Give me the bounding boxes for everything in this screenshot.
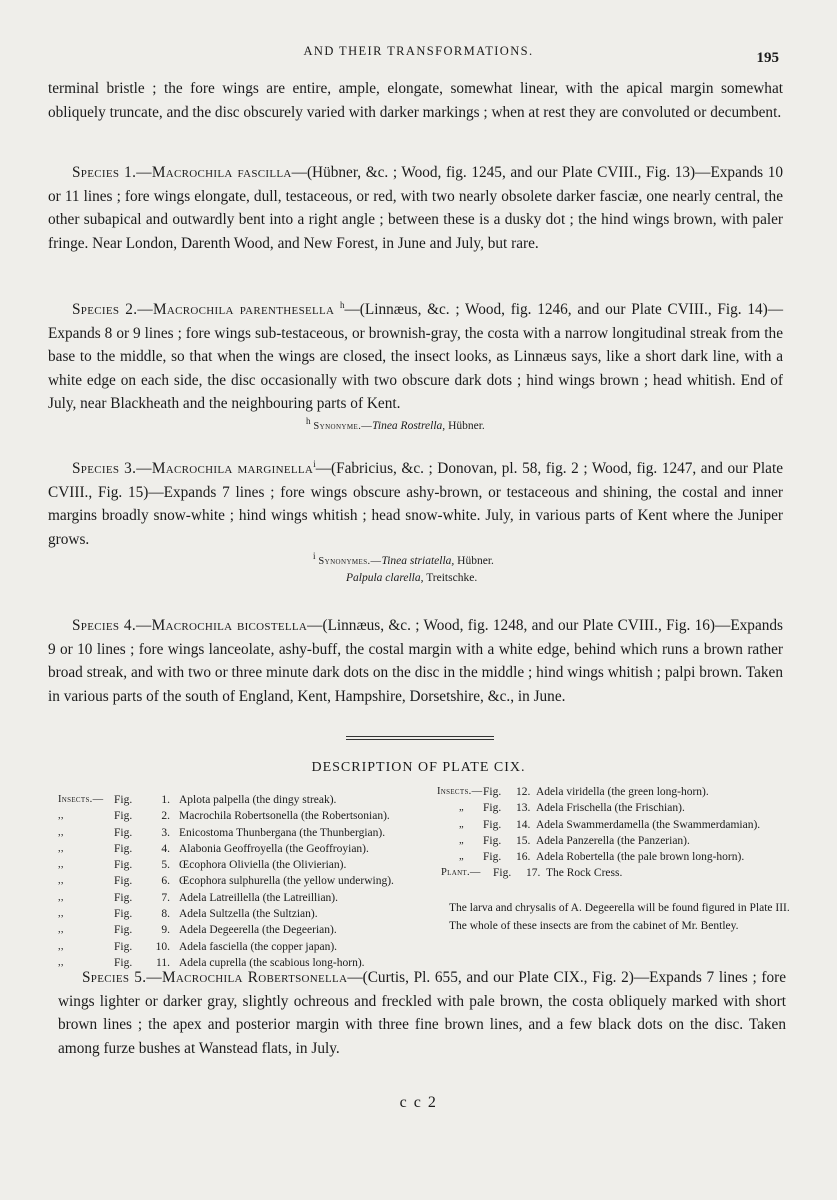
footnote-i-mark: i [313, 551, 316, 562]
plate-row-fig: Fig. [114, 794, 133, 806]
plate-row-label: „ [459, 851, 464, 863]
species-5-label: Species 5.— [82, 969, 162, 986]
species-3-text: —(Fabricius, &c. ; Donovan, pl. 58, fig. 2 ; Wood, fig. 1247, and our Plate CVIII., Fig. 15)—Expands 7 lines ; fore wings obscure ashy-brown, or testaceous and shining, the costal and inner margins broadly snow-white ; hind wings whitish ; head snow-white. July, in various parts of Kent where the Juniper grows. [48, 460, 784, 548]
plate-row-fig: Fig. [114, 956, 133, 969]
footnote-i-label: Synonymes.— [318, 556, 382, 567]
species-1-paragraph [48, 161, 783, 255]
plate-row-description: Adela fasciella (the copper japan). [179, 940, 338, 953]
species-1-text: —(Hübner, &c. ; Wood, fig. 1245, and our Plate CVIII., Fig. 13)—Expands 10 or 11 lines ; fore wings elongate, dull, testaceous, or red, with two nearly obsolete darker fasciæ, one nearly central, the other subapical and outwardly bent into a right angle ; between these is a dusky dot ; the hind wings brown, with paler fringe. Near London, Darenth Wood, and New Forest, in June and July, but rare. [48, 164, 783, 252]
plate-row-label: ,, [58, 924, 64, 936]
footnote-h-label: Synonyme.— [313, 420, 373, 432]
footnote-i-name-2: Palpula clarella, [346, 572, 424, 584]
plate-row-description: Adela Degeerella (the Degeerian). [179, 924, 337, 937]
plate-row-label: „ [459, 802, 464, 814]
plate-row-label: ,, [58, 859, 64, 871]
footnote-mark-i: i [313, 458, 316, 469]
plate-row-description: Adela Frischella (the Frischian). [536, 802, 685, 815]
plate-row-label: ,, [58, 908, 64, 920]
species-5-entry [58, 966, 786, 1060]
plate-note-cabinet: The whole of these insects are from the cabinet of Mr. Bentley. [449, 919, 739, 932]
species-2-label: Species 2.— [72, 301, 153, 318]
plate-row-label: ,, [58, 826, 64, 838]
species-3-name: Macrochila marginella [151, 460, 314, 477]
plate-row-fig: Fig. [114, 891, 133, 904]
plate-row-description: Aplota palpella (the dingy streak). [179, 794, 337, 806]
plate-row-description: Alabonia Geoffroyella (the Geoffroyian). [179, 842, 369, 855]
species-3-paragraph [48, 457, 783, 551]
intro-paragraph: terminal bristle ; the fore wings are entire, ample, elongate, somewhat linear, with the apical margin somewhat obliquely truncate, and the disc obscurely varied with darker markings ; when at rest they are convoluted or decumbent. [48, 80, 783, 121]
footnote-i-name-1: Tinea striatella, [381, 555, 455, 567]
plate-row-number: 8. [161, 908, 170, 921]
plate-row-label: Insects.— [58, 794, 104, 805]
plate-row-label: ,, [58, 956, 64, 968]
plate-row-label: Plant.— [441, 867, 481, 879]
plate-row-label: ,, [58, 940, 64, 952]
signature-mark: c c 2 [399, 1094, 438, 1111]
plate-row-number: 1. [161, 794, 170, 806]
plate-row-fig: Fig. [114, 810, 133, 823]
plate-row-description: Adela Latreillella (the Latreillian). [179, 891, 339, 904]
species-4-name: Macrochila bicostella [151, 617, 308, 634]
plate-row-label: ,, [58, 842, 64, 854]
plate-row-label: ,, [58, 891, 64, 903]
plate-row-description: Œcophora sulphurella (the yellow underwing). [179, 875, 394, 888]
plate-row-description: Macrochila Robertsonella (the Robertsonian). [179, 810, 390, 823]
plate-row-fig: Fig. [483, 786, 502, 798]
species-4-text: —(Linnæus, &c. ; Wood, fig. 1248, and our Plate CVIII., Fig. 16)—Expands 9 or 10 lines ; fore wings lanceolate, ashy-buff, the costal margin with a white edge, behind which runs a brown rather broad streak, and with two or three minute dark dots on the disc in the middle ; hind wings whitish ; palpi brown. Taken in various parts of the south of England, Kent, Hampshire, Dorsetshire, &c., in June. [48, 617, 783, 705]
species-3-label: Species 3.— [72, 460, 152, 477]
plate-row-description: Adela Robertella (the pale brown long-horn). [536, 851, 745, 864]
plate-row [58, 808, 418, 824]
plate-row-fig: Fig. [483, 834, 502, 847]
plate-row-description: Adela viridella (the green long-horn). [536, 786, 709, 798]
plate-row-fig: Fig. [114, 924, 133, 937]
plate-row [58, 841, 418, 857]
plate-row [437, 800, 797, 816]
page-number: 195 [756, 50, 779, 66]
plate-row [58, 890, 418, 906]
footnote-i-line-2 [48, 570, 783, 586]
footnote-i-line-1 [48, 553, 783, 570]
plate-row-label: ,, [58, 810, 64, 822]
plate-row [437, 817, 797, 833]
plate-row [437, 849, 797, 865]
plate-row-number: 5. [161, 859, 170, 872]
plate-row-fig: Fig. [483, 851, 502, 864]
plate-row [437, 784, 797, 800]
plate-row-fig: Fig. [483, 818, 502, 831]
plate-row-label: Insects.— [437, 786, 483, 797]
plate-row-fig: Fig. [493, 867, 512, 880]
plate-row-fig: Fig. [114, 940, 133, 953]
plate-row-label: „ [459, 818, 464, 830]
plate-row-fig: Fig. [114, 859, 133, 872]
plate-row [58, 939, 418, 955]
plate-row-number: 11. [156, 956, 170, 969]
plate-row [437, 833, 797, 849]
plate-title: DESCRIPTION OF PLATE CIX. [311, 760, 526, 775]
species-4-paragraph [48, 614, 783, 708]
species-5-text: —(Curtis, Pl. 655, and our Plate CIX., Fig. 2)—Expands 7 lines ; fore wings lighter or darker gray, slightly ochreous and freckled with pale brown, the costa obliquely marked with short brown lines ; the apex and posterior margin with three fine brown lines, and a few black dots on the disc. Taken among furze bushes at Wanstead flats, in July. [58, 969, 787, 1057]
species-2-entry [48, 298, 783, 435]
plate-row-number: 12. [516, 786, 531, 798]
species-1-name: Macrochila fascilla [151, 164, 292, 181]
running-head: AND THEIR TRANSFORMATIONS. [303, 44, 534, 58]
plate-row-number: 2. [161, 810, 170, 823]
plate-row [58, 922, 418, 938]
plate-row-description: Adela cuprella (the scabious long-horn). [179, 956, 365, 969]
plate-list-left [58, 792, 418, 971]
plate-row-fig: Fig. [114, 908, 133, 921]
plate-row-fig: Fig. [114, 842, 133, 855]
plate-row [58, 857, 418, 873]
species-5-name: Macrochila Robertsonella [161, 969, 348, 986]
plate-row-number: 17. [526, 867, 541, 880]
species-2-paragraph [48, 298, 783, 416]
plate-row-fig: Fig. [114, 875, 133, 888]
plate-row-number: 10. [155, 940, 170, 953]
plate-row-description: The Rock Cress. [546, 867, 623, 880]
species-1-label: Species 1.— [72, 164, 152, 181]
footnote-mark-h: h [340, 299, 345, 310]
plate-row-description: Adela Swammerdamella (the Swammerdamian). [536, 818, 761, 831]
plate-row [58, 873, 418, 889]
plate-row-description: Adela Panzerella (the Panzerian). [536, 834, 690, 847]
plate-note-larva: The larva and chrysalis of A. Degeerella will be found figured in Plate III. [449, 901, 790, 914]
plate-row-number: 4. [161, 842, 170, 855]
footnote-h-name: Tinea Rostrella, [372, 419, 446, 432]
plate-row [58, 906, 418, 922]
plate-row-label: ,, [58, 875, 64, 887]
plate-row-number: 14. [516, 818, 531, 831]
plate-row [58, 792, 418, 808]
species-4-label: Species 4.— [72, 617, 152, 634]
plate-row-number: 3. [161, 826, 170, 839]
plate-row-fig: Fig. [483, 802, 502, 815]
plate-list-right [437, 784, 797, 934]
plate-row-description: Enicostoma Thunbergana (the Thunbergian). [179, 826, 386, 839]
plate-row-label: „ [459, 834, 464, 846]
plate-row-description: Adela Sultzella (the Sultzian). [179, 908, 318, 921]
species-2-name: Macrochila parenthesella [152, 301, 335, 318]
plate-row-number: 15. [516, 834, 531, 847]
plate-row-number: 9. [161, 924, 170, 937]
footnote-i-author-1: Hübner. [457, 555, 494, 567]
species-1-entry [48, 161, 783, 255]
species-3-entry [48, 457, 783, 586]
plate-row-number: 16. [516, 851, 531, 864]
footnote-h-author: Hübner. [448, 419, 485, 432]
plate-row-number: 6. [161, 875, 170, 888]
species-2-text: —(Linnæus, &c. ; Wood, fig. 1246, and our Plate CVIII., Fig. 14)—Expands 8 or 9 lines ; fore wings sub-testaceous, or brownish-gray, the costa with a narrow longitudinal streak from the base to the middle, so that when the wings are closed, the insect looks, as Linnæus says, like a short dark line, with a white edge on each side, the disc occasionally with two obscure dark dots ; hind wings brown ; head whitish. End of July, near Blackheath and the neighbouring parts of Kent. [48, 301, 784, 412]
plate-row [58, 825, 418, 841]
plate-row [437, 865, 797, 881]
plate-row-description: Œcophora Oliviella (the Olivierian). [179, 859, 347, 872]
plate-row-number: 13. [516, 802, 531, 815]
footnote-i-author-2: Treitschke. [426, 572, 478, 584]
footnote-h [48, 415, 783, 435]
section-divider [346, 736, 494, 742]
species-5-paragraph [58, 966, 786, 1060]
plate-row-fig: Fig. [114, 826, 133, 839]
footnote-h-mark: h [306, 415, 311, 426]
species-4-entry [48, 614, 783, 708]
plate-row-number: 7. [161, 891, 170, 904]
